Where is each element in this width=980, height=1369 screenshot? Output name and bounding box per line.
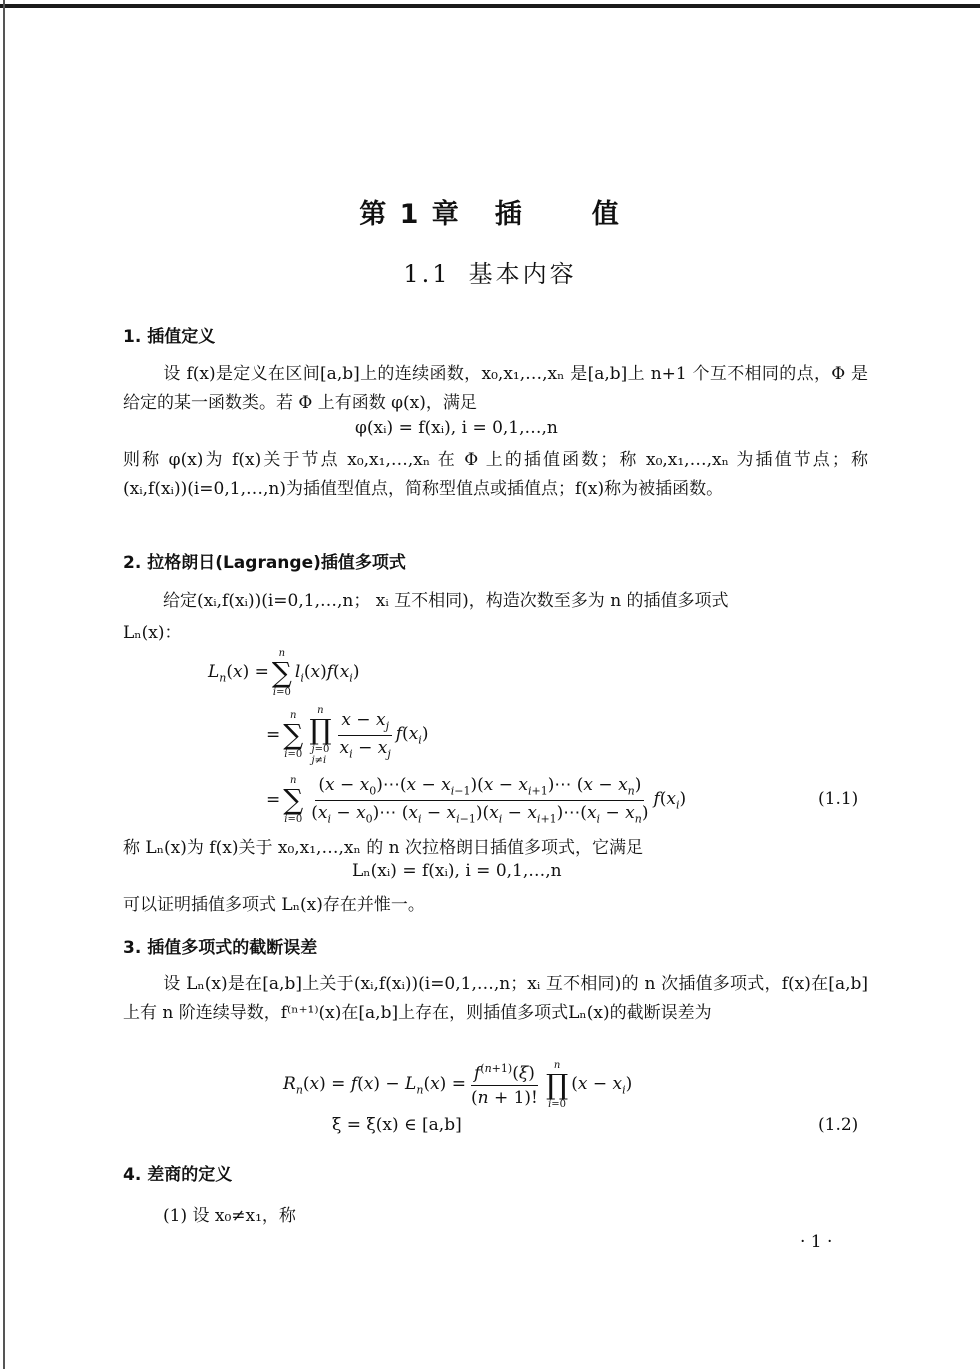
equation-label-1-1: (1.1) bbox=[818, 789, 859, 809]
paragraph-lagrange-given: 给定(xᵢ,f(xᵢ))(i=0,1,…,n； xᵢ 互不相同)，构造次数至多为 n 的插值多项式 bbox=[163, 591, 729, 611]
section-title: 1.1 基本内容 bbox=[403, 260, 577, 288]
paragraph-definition: 设 f(x)是定义在区间[a,b]上的连续函数，x₀,x₁,…,xₙ 是[a,b]上 n+1 个互不相同的点，Φ 是给定的某一函数类。若 Φ 上有函数 φ(x)，满足 bbox=[123, 364, 868, 413]
sum-symbol: n ∑ i=0 bbox=[271, 648, 292, 698]
equation-lagrange-condition: Lₙ(xᵢ) = f(xᵢ), i = 0,1,…,n bbox=[352, 861, 562, 881]
equation-label-1-2: (1.2) bbox=[818, 1115, 859, 1135]
paragraph-uniqueness: 可以证明插值多项式 Lₙ(x)存在并惟一。 bbox=[123, 895, 425, 915]
lagrange-formula-line-1: $L_n(x)$ = n ∑ i=0 $l_i(x)f(x_i)$ bbox=[208, 648, 360, 698]
equation-xi-range: ξ = ξ(x) ∈ [a,b] bbox=[332, 1115, 462, 1135]
lagrange-formula-line-3: = n ∑ i=0 $\frac{(x - x_0)\cdots(x - x_{i-1})(x - x_{i+1})\cdots (x - x_n)}{(x_i - x_0)\cdots (x_i - x_{i-1})(x_i - x_{i+1})\cdots(x_i - x_n)}$ $f(x_i)$ bbox=[266, 775, 687, 825]
heading-lagrange: 2. 拉格朗日(Lagrange)插值多项式 bbox=[123, 553, 406, 573]
fraction: $\frac{x - x_j}{x_i - x_j}$ bbox=[339, 710, 391, 760]
heading-interpolation-definition: 1. 插值定义 bbox=[123, 327, 216, 347]
fraction: $\frac{f^{(n+1)}(\xi)}{(n + 1)!}$ bbox=[470, 1061, 538, 1109]
product-symbol: n ∏ i=0 bbox=[545, 1060, 569, 1110]
heading-truncation-error: 3. 插值多项式的截断误差 bbox=[123, 938, 318, 958]
paragraph-divided-difference-item: (1) 设 x₀≠x₁，称 bbox=[163, 1206, 296, 1226]
fraction: $\frac{(x - x_0)\cdots(x - x_{i-1})(x - x_{i+1})\cdots (x - x_n)}{(x_i - x_0)\cdots (x_i - x_{i-1})(x_i - x_{i+1})\cdots(x_i - x_n)}$ bbox=[311, 775, 649, 825]
sum-symbol: n ∑ i=0 bbox=[283, 775, 304, 825]
chapter-title: 第 1 章 插 值 bbox=[359, 199, 621, 230]
lagrange-ln-label: Lₙ(x)： bbox=[123, 623, 182, 643]
paragraph-error: 设 Lₙ(x)是在[a,b]上关于(xᵢ,f(xᵢ))(i=0,1,…,n；xᵢ 互不相同)的 n 次插值多项式，f(x)在[a,b]上有 n 阶连续导数，f⁽ⁿ⁺¹⁾(x)在[a,b]上存在，则插值多项式Lₙ(x)的截断误差为 bbox=[123, 974, 868, 1023]
sum-symbol: n ∑ i=0 bbox=[283, 710, 304, 760]
paragraph-nodes: 则称 φ(x)为 f(x)关于节点 x₀,x₁,…,xₙ 在 Φ 上的插值函数；称 x₀,x₁,…,xₙ 为插值节点；称 (xᵢ,f(xᵢ))(i=0,1,…,n)为插值型值点，简称型值点或插值点；f(x)称为被插函数。 bbox=[123, 450, 868, 499]
heading-divided-difference: 4. 差商的定义 bbox=[123, 1165, 233, 1185]
product-symbol: n ∏ j=0 j≠i bbox=[309, 704, 332, 766]
page-number: · 1 · bbox=[800, 1232, 833, 1252]
top-rule bbox=[0, 4, 980, 8]
error-formula: $R_n(x) = f(x) - L_n(x)$ = $\frac{f^{(n+1)}(\xi)}{(n + 1)!}$ n ∏ i=0 $(x - x_i)$ bbox=[283, 1060, 633, 1110]
paragraph-lagrange-called: 称 Lₙ(x)为 f(x)关于 x₀,x₁,…,xₙ 的 n 次拉格朗日插值多项式，它满足 bbox=[123, 838, 643, 858]
equation-interpolation-condition: φ(xᵢ) = f(xᵢ), i = 0,1,…,n bbox=[355, 418, 558, 438]
lagrange-formula-line-2: = n ∑ i=0 n ∏ j=0 j≠i $\frac{x - x_j}{x_i - x_j}$ $f(x_i)$ bbox=[266, 704, 429, 766]
